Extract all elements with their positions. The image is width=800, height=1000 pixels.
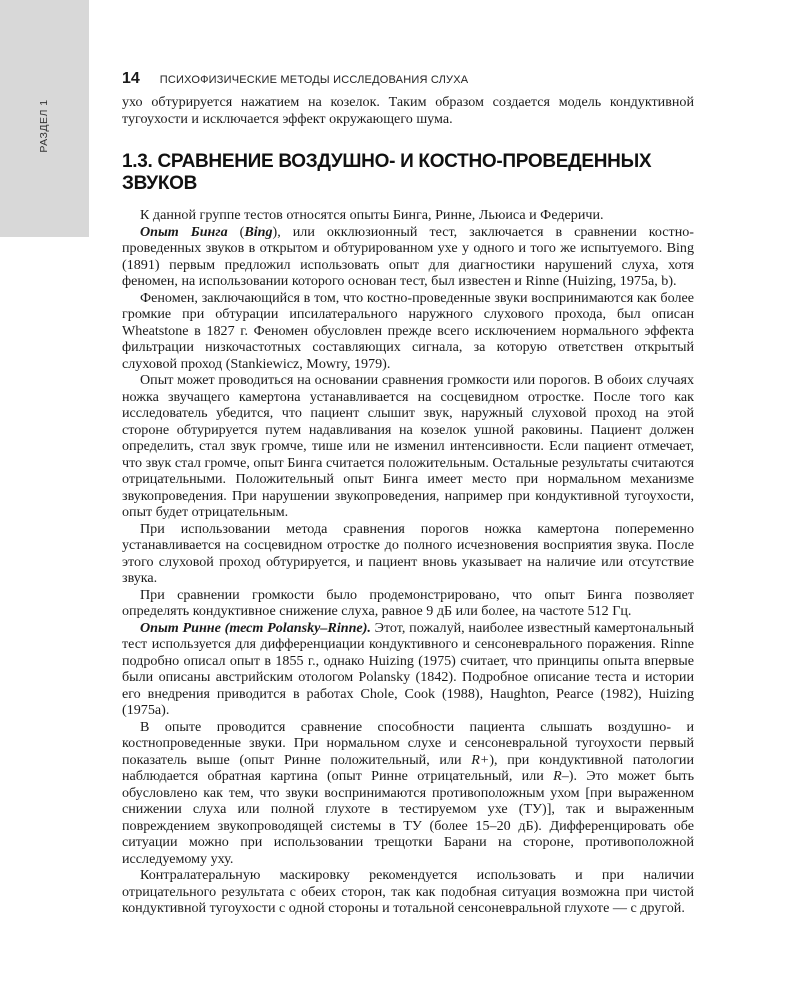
paragraph-tests-list: К данной группе тестов относятся опыты Бинга, Ринне, Льюиса и Федеричи. (140, 207, 604, 223)
bing-paren: ( (227, 223, 245, 240)
comparison-text-b: ), при кондуктивной патологии наблюдается обратная картина (опыт Ринне отрицательный, или (122, 751, 694, 784)
paragraph-loudness-result: При сравнении громкости было продемонстрировано, что опыт Бинга позволяет определять кондуктивное снижение слуха, равное 9 дБ или более, на частоте 512 Гц. (122, 586, 694, 619)
intro-paragraph: ухо обтурируется нажатием на козелок. Таким образом создается модель кондуктивной тугоухости и исключается эффект окружающего шума. (122, 94, 694, 127)
page-body (122, 94, 694, 917)
rinne-paren-close: ). (362, 619, 371, 636)
rinne-description: Этот, пожалуй, наиболее известный камертональный тест используется для дифференциации кондуктивного и сенсоневрального поражения. Rinne подробно описал опыт в 1855 г., однако Huizing (1975) считает, что принципы опыта впервые были описаны австрийским отологом Polansky (1842). Подробное описание теста и истории его внедрения приводится в работах Chole, Cook (1988), Haughton, Pearce (1982), Huizing (1975a). (122, 619, 694, 718)
paragraph-masking: Контралатеральную маскировку рекомендуется использовать и при наличии отрицательного результата с обеих сторон, так как подобная ситуация возможна при чистой кондуктивной тугоухости с одной стороны и тотальной сенсоневральной глухоте — с другой. (122, 867, 694, 916)
paragraph-rinne-test (122, 620, 694, 719)
section-heading: 1.3. СРАВНЕНИЕ ВОЗДУШНО- И КОСТНО-ПРОВЕДЕННЫХ ЗВУКОВ (122, 151, 652, 194)
page-number: 14 (122, 70, 140, 87)
bing-term: Опыт Бинга (140, 223, 228, 240)
r-plus-symbol: R+ (471, 751, 490, 768)
rinne-latin-term: тест Polansky–Rinne (229, 619, 363, 636)
running-header (122, 70, 694, 88)
paragraph-comparison (122, 719, 694, 868)
bing-latin-term: Bing (244, 223, 273, 240)
running-title: ПСИХОФИЗИЧЕСКИЕ МЕТОДЫ ИССЛЕДОВАНИЯ СЛУХА (159, 74, 469, 86)
r-minus-symbol: R– (553, 768, 569, 784)
paragraph-bing-test (122, 224, 694, 290)
rinne-term: Опыт Ринне (140, 619, 221, 636)
section-side-tab (0, 0, 89, 237)
comparison-text-c: ). Это может быть обусловлено как тем, что звуки воспринимаются противоположным ухом [при выраженном снижении слуха или полной глухоте в тестируемом ухе (ТУ)], так и выраженным повреждением звукопроводящей системы в ТУ (более 15–20 дБ). Дифференцировать обе ситуации можно при использовании трещотки Барани на стороне, противоположной исследуемому уху. (122, 768, 695, 867)
section-label: РАЗДЕЛ 1 (38, 99, 50, 153)
comparison-text-a: В опыте проводится сравнение способности пациента слышать воздушно- и костнопроведенные звуки. При нормальном слухе и сенсоневральной тугоухости первый показатель выше (опыт Ринне положительный, или (122, 718, 694, 768)
bing-description: ), или окклюзионный тест, заключается в сравнении костно-проведенных звуков в открытом и обтурированном ухе у одного и того же испытуемого. Bing (1891) первым предложил использовать опыт для диагностики нарушений слуха, хотя феномен, на использовании которого основан тест, был известен и Rinne (Huizing, 1975a, b). (122, 223, 694, 289)
rinne-paren-open: ( (220, 619, 230, 636)
paragraph-procedure: Опыт может проводиться на основании сравнения громкости или порогов. В обоих случаях ножка звучащего камертона устанавливается на сосцевидном отростке. После того как исследователь убедится, что пациент слышит звук, наружный слуховой проход на этой стороне обтурируется путем надавливания на козелок ушной раковины. Пациент должен определить, стал звук громче, тише или не изменил интенсивности. Если пациент отмечает, что звук стал громче, опыт Бинга считается положительным. Остальные результаты считаются отрицательными. Положительный опыт Бинга имеет место при нормальном механизме звукопроведения. При нарушении звукопроведения, например при кондуктивной тугоухости, опыт будет отрицательным. (122, 372, 694, 520)
paragraph-phenomenon: Феномен, заключающийся в том, что костно-проведенные звуки воспринимаются как более громкие при обтурации ипсилатерального наружного слухового прохода, был описан Wheatstone в 1827 г. Феномен обусловлен прежде всего исключением нормального эффекта фильтрации низкочастотных составляющих сигнала, за которую ответствен открытый слуховой проход (Stankiewicz, Mowry, 1979). (122, 289, 694, 372)
paragraph-threshold-method: При использовании метода сравнения порогов ножка камертона попеременно устанавливается на сосцевидном отростке до полного исчезновения восприятия звука. После этого слуховой проход обтурируется, и пациент вновь указывает на наличие или отсутствие звука. (122, 520, 694, 586)
